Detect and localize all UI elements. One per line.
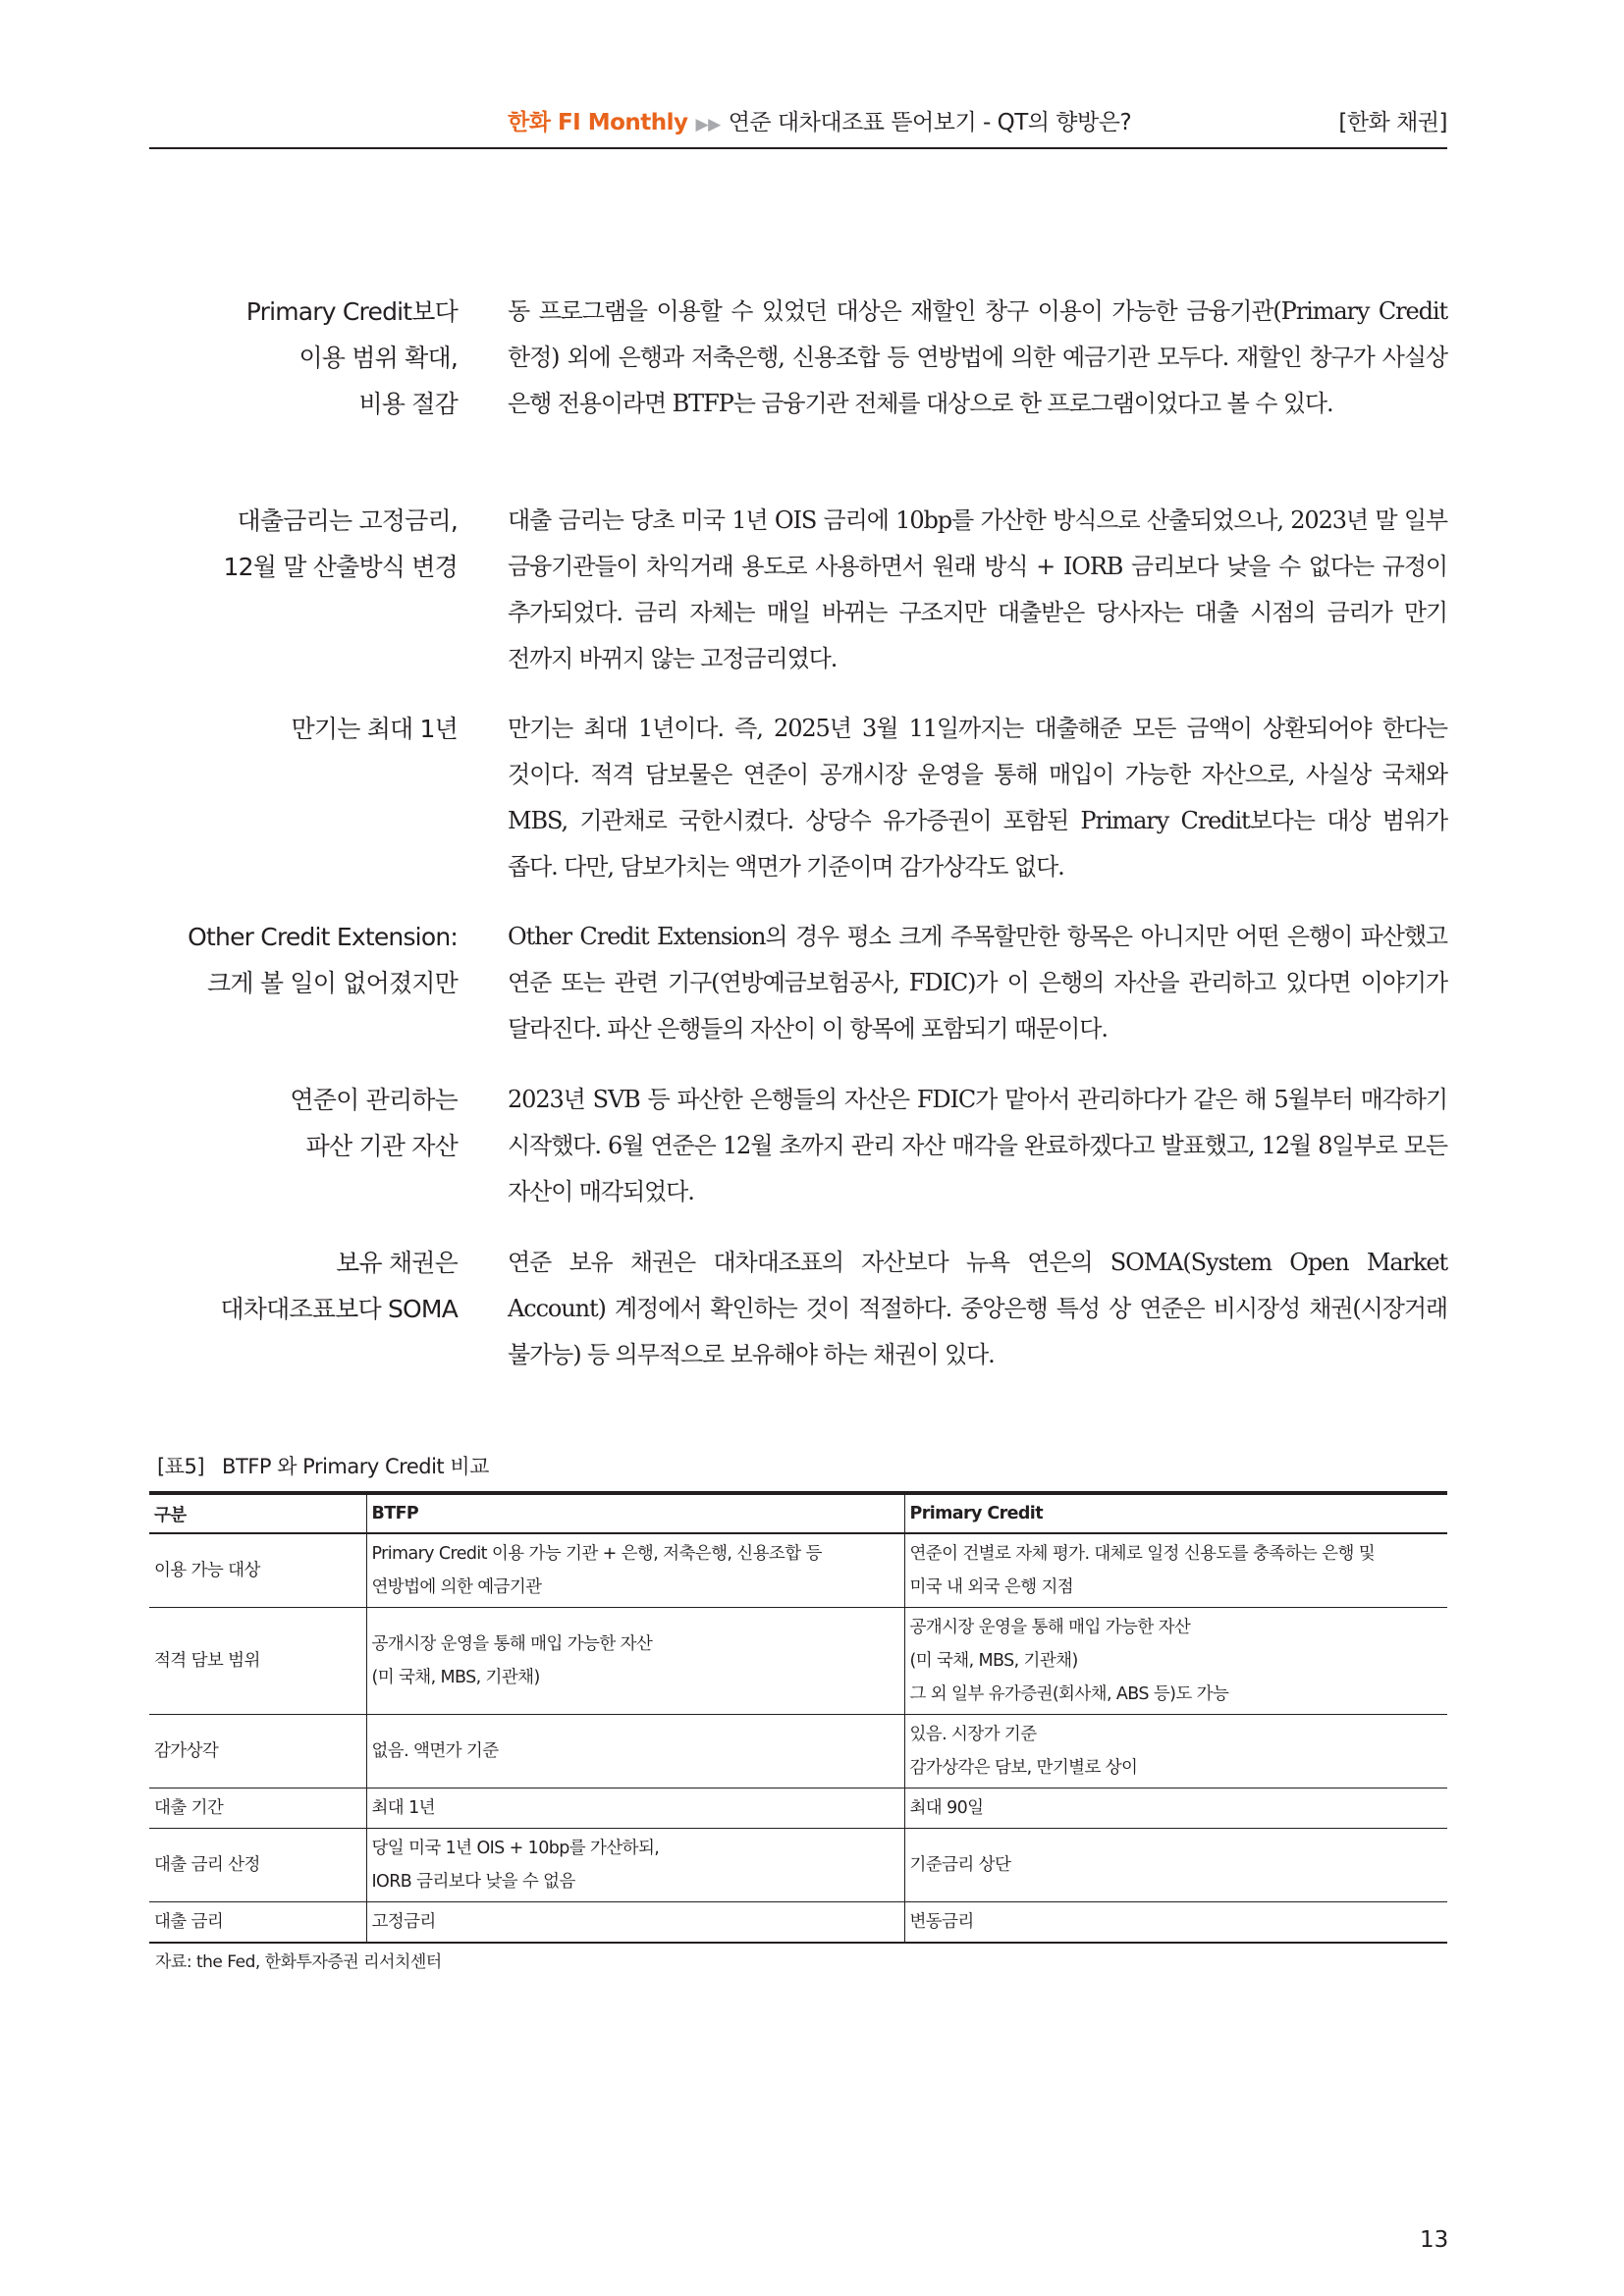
body-paragraph: 연준 보유 채권은 대차대조표의 자산보다 뉴욕 연은의 SOMA(System Open Market Account) 계정에서 확인하는 것이 적절하다. 중앙은행 특성 상 연준은 비시장성 채권(시장거래 불가능) 등 의무적으로 보유해야 하는 채권이 있다. xyxy=(508,1249,1447,1368)
table-cell: 대출 금리 xyxy=(149,1902,366,1944)
body-paragraph: 만기는 최대 1년이다. 즉, 2025년 3월 11일까지는 대출해준 모든 금액이 상환되어야 한다는 것이다. 적격 담보물은 연준이 공개시장 운영을 통해 매입이 가능한 자산으로, 사실상 국채와 MBS, 기관채로 국한시켰다. 상당수 유가증권이 포함된 Primary Credit보다는 대상 범위가 좁다. 다만, 담보가치는 액면가 기준이며 감가상각도 없다. xyxy=(508,715,1447,881)
table-row xyxy=(149,1789,1447,1829)
body-paragraph: 대출 금리는 당초 미국 1년 OIS 금리에 10bp를 가산한 방식으로 산출되었으나, 2023년 말 일부 금융기관들이 차익거래 용도로 사용하면서 원래 방식 + IORB 금리보다 낮을 수 없다는 규정이 추가되었다. 금리 자체는 매일 바뀌는 구조지만 대출받은 당사자는 대출 시점의 금리가 만기 전까지 바뀌지 않는 고정금리였다. xyxy=(508,507,1447,672)
table-row xyxy=(149,1829,1447,1902)
table-cell: 변동금리 xyxy=(904,1902,1447,1944)
body-paragraph: 동 프로그램을 이용할 수 있었던 대상은 재할인 창구 이용이 가능한 금융기관(Primary Credit 한정) 외에 은행과 저축은행, 신용조합 등 연방법에 의한 예금기관 모두다. 재할인 창구가 사실상 은행 전용이라면 BTFP는 금융기관 전체를 대상으로 한 프로그램이었다고 볼 수 있다. xyxy=(508,297,1447,417)
report-title: 연준 대차대조표 뜯어보기 - QT의 향방은? xyxy=(728,110,1132,135)
table-header-row xyxy=(149,1493,1447,1533)
table-cell: 당일 미국 1년 OIS + 10bp를 가산하되, IORB 금리보다 낮을 수 없음 xyxy=(366,1829,904,1902)
table-cell: 최대 90일 xyxy=(904,1789,1447,1829)
table-cell: 기준금리 상단 xyxy=(904,1829,1447,1902)
double-arrow-icon: ▶▶ xyxy=(695,115,721,134)
table-cell: 대출 기간 xyxy=(149,1789,366,1829)
source-note: 자료: the Fed, 한화투자증권 리서치센터 xyxy=(155,1952,442,1972)
header-title-area xyxy=(508,104,1131,136)
table-row xyxy=(149,1533,1447,1608)
table-cell: 이용 가능 대상 xyxy=(149,1533,366,1608)
body-paragraph: Other Credit Extension의 경우 평소 크게 주목할만한 항목은 아니지만 어떤 은행이 파산했고 연준 또는 관련 기구(연방예금보험공사, FDIC)가 이 은행의 자산을 관리하고 있다면 이야기가 달라진다. 파산 은행들의 자산이 이 항목에 포함되기 때문이다. xyxy=(508,923,1447,1042)
table-caption xyxy=(157,1451,507,1480)
side-heading: Primary Credit보다 이용 범위 확대, 비용 절감 xyxy=(245,297,458,418)
table-cell: 대출 금리 산정 xyxy=(149,1829,366,1902)
comparison-table xyxy=(149,1491,1447,1944)
side-heading: 대출금리는 고정금리, 12월 말 산출방식 변경 xyxy=(223,507,458,581)
table-cell: 감가상각 xyxy=(149,1715,366,1789)
table-cell: 적격 담보 범위 xyxy=(149,1608,366,1715)
table-cell: Primary Credit 이용 가능 기관 + 은행, 저축은행, 신용조합 등 연방법에 의한 예금기관 xyxy=(366,1533,904,1608)
column-header: Primary Credit xyxy=(904,1493,1447,1533)
table-cell: 고정금리 xyxy=(366,1902,904,1944)
brand-name: 한화 FI Monthly xyxy=(508,110,688,135)
section-label: [한화 채권] xyxy=(1338,110,1447,135)
side-heading: 연준이 관리하는 파산 기관 자산 xyxy=(290,1086,458,1160)
side-heading: 만기는 최대 1년 xyxy=(291,715,458,743)
table-row xyxy=(149,1608,1447,1715)
table-cell: 최대 1년 xyxy=(366,1789,904,1829)
page-header xyxy=(149,98,1447,149)
side-heading: 보유 채권은 대차대조표보다 SOMA xyxy=(220,1249,458,1323)
column-header: BTFP xyxy=(366,1493,904,1533)
table-cell: 연준이 건별로 자체 평가. 대체로 일정 신용도를 충족하는 은행 및 미국 내 외국 은행 지점 xyxy=(904,1533,1447,1608)
table-number: [표5] xyxy=(157,1455,205,1478)
body-paragraph: 2023년 SVB 등 파산한 은행들의 자산은 FDIC가 맡아서 관리하다가 같은 해 5월부터 매각하기 시작했다. 6월 연준은 12월 초까지 관리 자산 매각을 완료하겠다고 발표했고, 12월 8일부로 모든 자산이 매각되었다. xyxy=(508,1086,1447,1205)
table-cell: 있음. 시장가 기준 감가상각은 담보, 만기별로 상이 xyxy=(904,1715,1447,1789)
side-heading: Other Credit Extension: 크게 볼 일이 없어졌지만 xyxy=(188,923,458,997)
table-row xyxy=(149,1715,1447,1789)
table-cell: 공개시장 운영을 통해 매입 가능한 자산 (미 국채, MBS, 기관채) 그 외 일부 유가증권(회사채, ABS 등)도 가능 xyxy=(904,1608,1447,1715)
table-row xyxy=(149,1902,1447,1944)
page-number: 13 xyxy=(1420,2227,1449,2253)
table-cell: 공개시장 운영을 통해 매입 가능한 자산 (미 국채, MBS, 기관채) xyxy=(366,1608,904,1715)
table-cell: 없음. 액면가 기준 xyxy=(366,1715,904,1789)
table-title: BTFP 와 Primary Credit 비교 xyxy=(222,1455,489,1478)
column-header: 구분 xyxy=(149,1493,366,1533)
